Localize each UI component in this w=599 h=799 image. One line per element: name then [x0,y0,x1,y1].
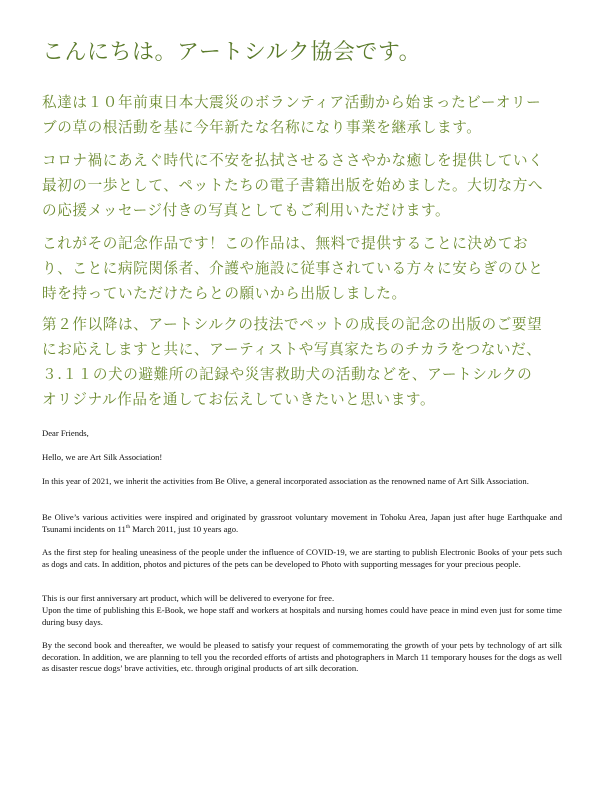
english-paragraph-5: By the second book and thereafter, we would be pleased to satisfy your request of commemorating the growth of your pets by technology of art silk decoration. In addition, we are planning to tell you the recorded efforts of artists and photographers in March 11 temporary houses for the dogs as well as disaster rescue dogs’ brave activities, etc. through original products of art silk decoration. [42,640,562,673]
english-paragraph-2-end: March 2011, just 10 years ago. [130,523,239,534]
japanese-line: これがその記念作品です！この作品は、無料で提供することに決めてお [42,235,529,252]
japanese-line: ３.１１の犬の避難所の記録や災害救助犬の活動などを、アートシルクの [42,366,533,383]
japanese-line: ブの草の根活動を基に今年新たな名称になり事業を継承します。 [42,119,482,136]
japanese-line: り、ことに病院関係者、介護や施設に従事されている方々に安らぎのひと [42,260,544,277]
japanese-line: にお応えしますと共に、アーティストや写真家たちのチカラをつないだ、 [42,341,542,358]
english-hello: Hello, we are Art Silk Association! [42,452,163,462]
japanese-line: 第２作以降は、アートシルクの技法でペットの成長の記念の出版のご要望 [42,316,543,333]
english-paragraph-2-start: Be Olive’s various activities were inspired and originated by grassroot voluntary movement in Tohoku Area, Japan just after huge Earthquake and Tsunami incidents on 11 [42,512,562,534]
japanese-line: 時を持っていただけたらとの願いから出版しました。 [42,285,407,302]
japanese-line: の応援メッセージ付きの写真としてもご利用いただけます。 [42,202,451,219]
japanese-line: オリジナル作品を通してお伝えしていきたいと思います。 [42,391,436,408]
japanese-paragraph-3 [42,231,562,306]
japanese-paragraph-2 [42,148,562,223]
japanese-paragraph-4 [42,312,562,412]
english-paragraph-2 [42,512,562,535]
english-paragraph-4b: Upon the time of publishing this E-Book, we hope staff and workers at hospitals and nursing homes could have peace in mind even just for some time during busy days. [42,605,562,627]
japanese-line: 私達は１０年前東日本大震災のボランティア活動から始まったビーオリー [42,94,542,111]
english-paragraph-3: As the first step for healing uneasiness of the people under the influence of COVID-19, we are starting to publish Electronic Books of your pets such as dogs and cats. In addition, photos and pictures of the pets can be developed to Photo with supporting messages for your precious people. [42,547,562,569]
japanese-line: コロナ禍にあえぐ時代に不安を払拭させるささやかな癒しを提供していく [42,152,544,169]
english-paragraph-4a: This is our first anniversary art product, which will be delivered to everyone for free. [42,593,335,603]
ordinal-suffix: th [125,523,131,530]
english-greeting: Dear Friends, [42,428,89,438]
japanese-paragraph-1 [42,90,562,140]
english-paragraph-1: In this year of 2021, we inherit the activities from Be Olive, a general incorporated association as the renowned name of Art Silk Association. [42,476,529,486]
japanese-line: 最初の一歩として、ペットたちの電子書籍出版を始めました。大切な方へ [42,177,544,194]
japanese-title: こんにちは。アートシルク協会です。 [42,40,422,65]
